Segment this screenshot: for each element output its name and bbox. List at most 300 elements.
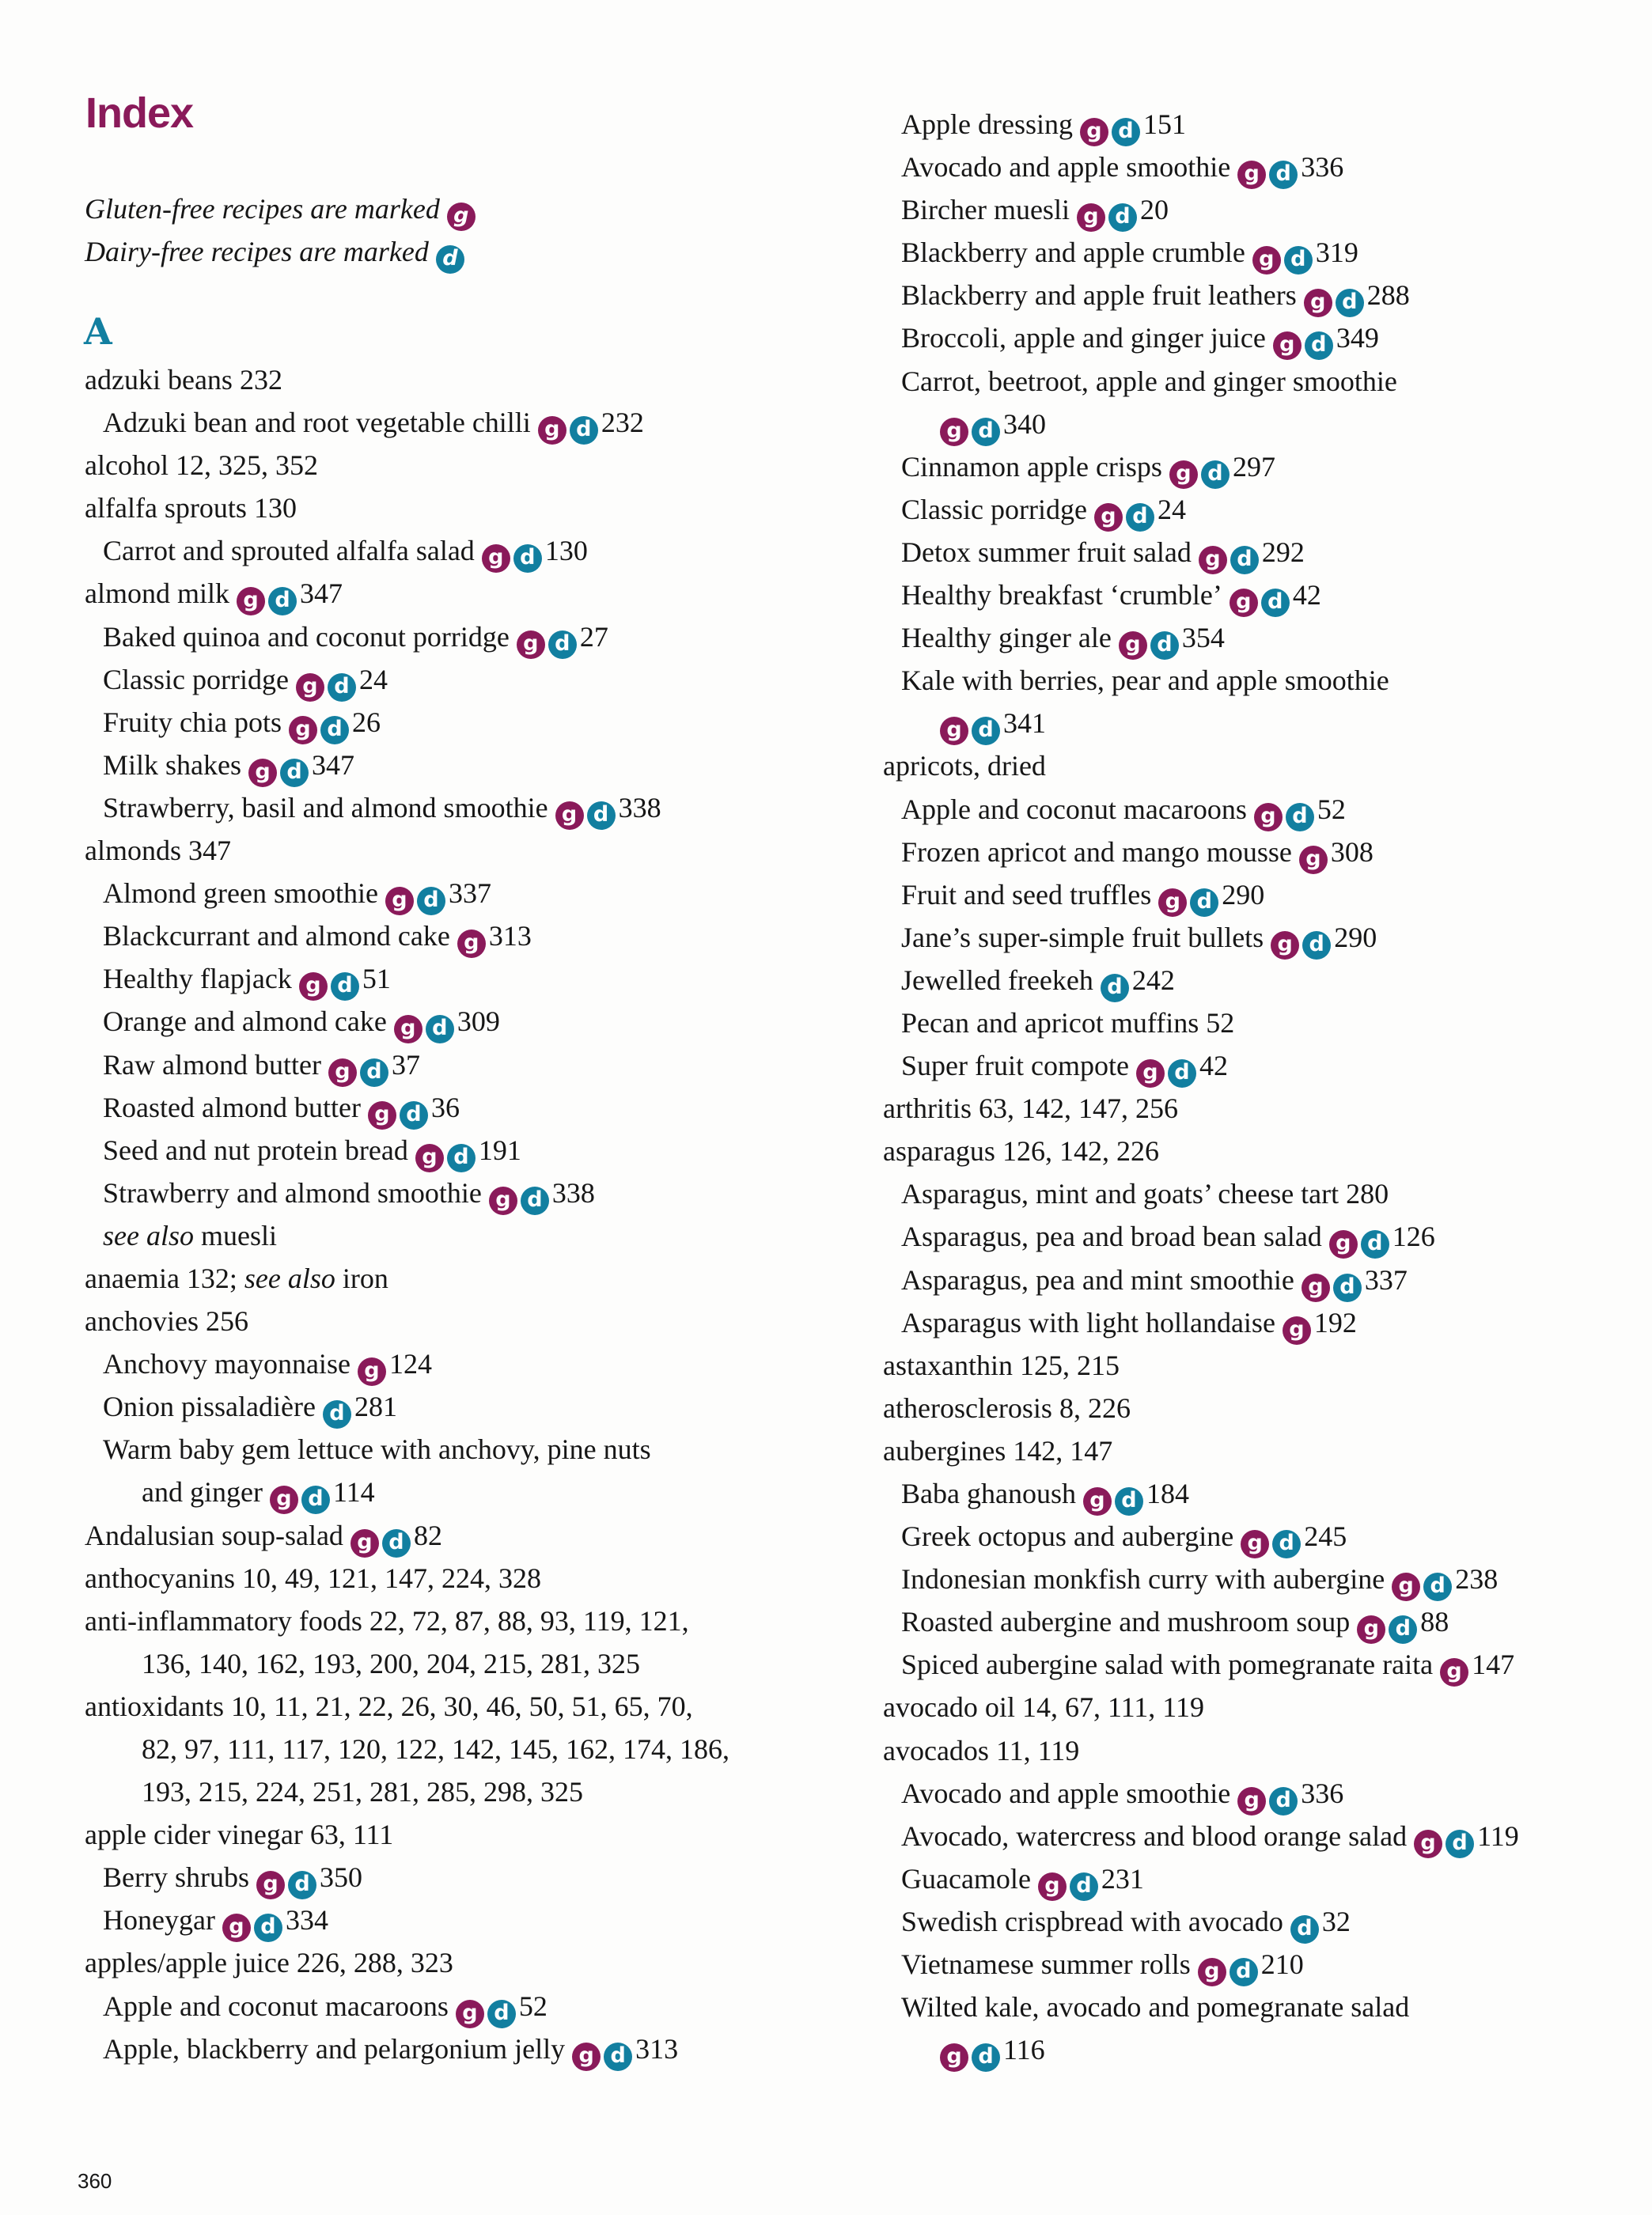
page-references: 354 [1181, 622, 1225, 654]
index-subentry [883, 103, 1519, 146]
page-references: 12, 325, 352 [175, 449, 318, 482]
page-references: 347 [188, 835, 231, 867]
page-number: 360 [78, 2169, 112, 2193]
entry-term: Apple, blackberry and pelargonium jelly [103, 2032, 566, 2065]
entry-term: Baba ghanoush [901, 1478, 1076, 1509]
gluten-free-icon: g [482, 544, 510, 573]
index-entry [883, 1729, 1519, 1772]
gluten-free-icon: g [1302, 1274, 1330, 1302]
gluten-free-icon: g [1199, 546, 1227, 574]
index-subentry [883, 231, 1519, 274]
gluten-free-icon: g [1252, 246, 1281, 275]
entry-term: Carrot, beetroot, apple and ginger smoothie [901, 365, 1397, 397]
page-references: 336 [1301, 1777, 1344, 1809]
page-references: 313 [488, 920, 532, 952]
entry-term: Kale with berries, pear and apple smoothie [901, 664, 1389, 697]
page-references: 11, 119 [995, 1734, 1080, 1766]
gluten-free-icon: g [394, 1015, 422, 1043]
entry-term: Asparagus, pea and broad bean salad [901, 1221, 1322, 1253]
page-references: 313 [635, 2032, 679, 2065]
entry-term: Strawberry and almond smoothie [103, 1176, 482, 1209]
page-references: 338 [551, 1176, 595, 1209]
page-references: 126 [1392, 1221, 1435, 1253]
page-references: 337 [1364, 1263, 1408, 1296]
index-subentry [883, 1943, 1519, 1986]
entry-term: Strawberry, basil and almond smoothie [103, 791, 548, 824]
index-subentry [85, 1899, 729, 1941]
entry-term: Roasted aubergine and mushroom soup [901, 1606, 1351, 1638]
entry-term: Blackberry and apple fruit leathers [901, 279, 1297, 312]
index-entry [883, 1344, 1519, 1387]
page-references: 14, 67, 111, 119 [1021, 1691, 1204, 1724]
index-subentry [883, 360, 1519, 403]
page-references: 119 [1477, 1819, 1519, 1852]
page-references: 20 [1139, 194, 1169, 226]
dairy-free-icon: d [1115, 1487, 1143, 1516]
gluten-free-icon: g [385, 887, 414, 915]
entry-term: Indonesian monkfish curry with aubergine [901, 1563, 1385, 1596]
page-references: 193, 215, 224, 251, 281, 285, 298, 325 [142, 1776, 583, 1808]
page-references: 114 [332, 1476, 375, 1509]
entry-term: Broccoli, apple and ginger juice [901, 322, 1266, 354]
page-references: 192 [1313, 1306, 1357, 1338]
page-references: 341 [1003, 707, 1046, 740]
gluten-free-icon: g [1304, 289, 1332, 317]
index-entry-continuation [85, 1642, 729, 1685]
page-references: 337 [448, 877, 491, 910]
gluten-free-icon: g [1357, 1615, 1385, 1644]
entry-term: Berry shrubs [103, 1861, 249, 1894]
page-references: 142, 147 [1013, 1434, 1113, 1467]
page-references: 245 [1304, 1520, 1347, 1553]
entry-term: antioxidants [85, 1690, 224, 1722]
dairy-free-icon: d [331, 972, 359, 1001]
index-subentry [883, 1472, 1519, 1515]
index-subentry [85, 1086, 729, 1129]
index-subentry [883, 959, 1519, 1001]
entry-term: Super fruit compote [901, 1050, 1129, 1082]
dairy-free-icon: d [1446, 1830, 1474, 1858]
index-subentry [85, 1043, 729, 1086]
index-subentry [883, 1857, 1519, 1900]
index-subentry [883, 916, 1519, 959]
page-references: 63, 111 [309, 1819, 394, 1851]
page-references: 42 [1292, 579, 1321, 611]
gluten-free-icon: g [1094, 503, 1123, 532]
dairy-free-icon: d [288, 1871, 316, 1899]
index-entry [85, 1600, 729, 1642]
index-subentry [883, 1515, 1519, 1558]
page-title: Index [85, 89, 194, 137]
index-entry-continuation [85, 1471, 729, 1513]
gluten-free-icon: g [1237, 161, 1266, 189]
index-entry [85, 1300, 729, 1342]
dairy-free-icon: d [447, 1144, 476, 1172]
entry-term: astaxanthin [883, 1349, 1013, 1381]
dairy-free-icon: d [1333, 1274, 1362, 1302]
gluten-free-icon: g [1136, 1059, 1165, 1088]
index-entry [883, 1429, 1519, 1472]
entry-term: Avocado and apple smoothie [901, 1777, 1231, 1809]
gluten-free-icon: g [457, 930, 486, 958]
page-references: 151 [1142, 108, 1186, 140]
index-subentry [883, 574, 1519, 616]
index-entry [883, 1087, 1519, 1130]
dairy-free-icon: d [587, 801, 616, 830]
dairy-free-icon: d [1269, 161, 1298, 189]
page-references: 10, 11, 21, 22, 26, 30, 46, 50, 51, 65, 70, [230, 1690, 693, 1722]
page-references: 147 [1472, 1649, 1515, 1681]
entry-term: anti-inflammatory foods [85, 1604, 362, 1637]
gluten-free-icon: g [256, 1871, 285, 1899]
entry-term: anthocyanins [85, 1562, 235, 1594]
index-subentry [883, 1301, 1519, 1344]
entry-term: Greek octopus and aubergine [901, 1520, 1234, 1553]
page-references: 334 [285, 1904, 328, 1937]
page-references: 242 [1131, 964, 1175, 996]
page-references: 116 [1003, 2034, 1045, 2066]
index-subentry [883, 788, 1519, 831]
index-subentry [85, 1856, 729, 1899]
dairy-free-icon: d [972, 717, 1000, 745]
gluten-free-icon: g [1237, 1787, 1266, 1816]
index-subentry [85, 1985, 729, 2028]
index-entry [85, 444, 729, 487]
index-subentry [85, 1172, 729, 1214]
dairy-free-icon: d [548, 630, 577, 659]
page-references: 347 [300, 577, 343, 610]
index-subentry [883, 1044, 1519, 1087]
dairy-free-icon: d [1108, 203, 1137, 232]
see-also-label: see also [103, 1219, 194, 1251]
index-subentry [85, 1129, 729, 1172]
gluten-free-icon: g [299, 972, 328, 1001]
gluten-free-icon: g [358, 1357, 386, 1386]
entry-term: Roasted almond butter [103, 1091, 361, 1123]
page-references: 24 [358, 663, 388, 695]
gluten-free-icon: g [1083, 1487, 1112, 1516]
dairy-free-icon: d [972, 418, 1000, 446]
dairy-free-icon: d [1150, 631, 1179, 660]
dairy-free-icon: d [513, 544, 542, 573]
gluten-free-icon: g [447, 203, 476, 231]
gluten-free-icon: g [350, 1529, 379, 1558]
index-entry [85, 829, 729, 872]
page-references: 52 [1317, 793, 1346, 825]
entry-term: Classic porridge [103, 663, 289, 695]
index-entry [883, 1686, 1519, 1728]
dairy-free-icon: d [1190, 888, 1218, 917]
index-entry [85, 1257, 729, 1300]
entry-term: Asparagus with light hollandaise [901, 1306, 1275, 1338]
page-references: 130 [253, 492, 297, 524]
see-also-target: muesli [193, 1219, 277, 1251]
entry-term: Fruity chia pots [103, 706, 282, 738]
dairy-free-icon: d [1261, 589, 1290, 617]
gluten-free-icon: g [1392, 1573, 1420, 1601]
dairy-free-icon: d [487, 2000, 516, 2028]
page-references: 349 [1336, 322, 1379, 354]
entry-term: Swedish crispbread with avocado [901, 1905, 1283, 1937]
gluten-free-icon: g [538, 416, 566, 445]
index-subentry [85, 658, 729, 701]
dairy-free-icon: d [360, 1058, 388, 1087]
entry-term: Carrot and sprouted alfalfa salad [103, 535, 475, 567]
index-subentry [883, 873, 1519, 916]
index-subentry [883, 1600, 1519, 1643]
entry-term: Healthy breakfast ‘crumble’ [901, 579, 1222, 611]
entry-term: Andalusian soup-salad [85, 1519, 343, 1551]
entry-term: Wilted kale, avocado and pomegranate salad [901, 1991, 1410, 2024]
page-references: 336 [1301, 151, 1344, 184]
gluten-free-icon: g [1283, 1316, 1311, 1345]
entry-term: Onion pissaladière [103, 1391, 316, 1423]
index-subentry [883, 146, 1519, 188]
index-subentry [883, 445, 1519, 488]
legend-dairy-free [85, 230, 468, 274]
page-references: 308 [1330, 835, 1374, 868]
entry-term: Guacamole [901, 1862, 1031, 1895]
page-references: 210 [1260, 1948, 1304, 1981]
entry-term: Asparagus, pea and mint smoothie [901, 1263, 1294, 1296]
entry-term: Vietnamese summer rolls [901, 1948, 1191, 1981]
entry-term: arthritis [883, 1092, 972, 1125]
index-entry [85, 1557, 729, 1600]
page-references: 82 [413, 1519, 442, 1551]
entry-term: alfalfa sprouts [85, 492, 247, 524]
entry-term: almond milk [85, 577, 229, 610]
dairy-free-icon: d [328, 673, 356, 702]
entry-term: Almond green smoothie [103, 877, 378, 910]
legend-gluten-text: Gluten-free recipes are marked [85, 193, 440, 225]
dairy-free-icon: d [1126, 503, 1154, 532]
index-entry [85, 1813, 729, 1856]
page-references: 290 [1334, 921, 1377, 953]
index-subentry [85, 1342, 729, 1385]
index-subentry [85, 2028, 729, 2070]
dairy-free-icon: d [1070, 1872, 1098, 1901]
index-subentry [85, 1214, 729, 1257]
entry-term: asparagus [883, 1135, 995, 1168]
index-entry [883, 744, 1519, 787]
page-references: 37 [391, 1048, 420, 1081]
index-subentry [883, 1172, 1519, 1215]
gluten-free-icon: g [270, 1486, 298, 1514]
dairy-free-icon: d [1101, 974, 1129, 1002]
gluten-free-icon: g [289, 716, 317, 744]
section-letter: A [84, 310, 112, 353]
entry-term: aubergines [883, 1434, 1006, 1467]
gluten-free-icon: g [1080, 118, 1108, 146]
entry-term: Avocado and apple smoothie [901, 151, 1231, 184]
page-references: 281 [354, 1391, 397, 1423]
index-entry [883, 1130, 1519, 1172]
entry-term: Healthy ginger ale [901, 622, 1112, 654]
page-references: 226, 288, 323 [296, 1947, 453, 1979]
dairy-free-icon: d [323, 1400, 351, 1429]
dairy-free-icon: d [268, 587, 297, 615]
entry-term: almonds [85, 835, 181, 867]
page-references: 297 [1232, 450, 1275, 483]
page-references: 63, 142, 147, 256 [978, 1092, 1178, 1125]
index-subentry [85, 744, 729, 786]
index-entry-continuation [883, 403, 1519, 445]
page-references: 124 [388, 1348, 432, 1380]
entry-term: Adzuki bean and root vegetable chilli [103, 407, 531, 439]
index-subentry [883, 1215, 1519, 1258]
dairy-free-icon: d [1336, 289, 1364, 317]
entry-term: Seed and nut protein bread [103, 1134, 408, 1166]
gluten-free-icon: g [940, 2043, 968, 2072]
gluten-free-icon: g [1158, 888, 1187, 917]
page-references: 319 [1315, 237, 1358, 269]
dairy-free-icon: d [1284, 246, 1313, 275]
index-entry [883, 1387, 1519, 1429]
page-references: 52 [1206, 1006, 1235, 1039]
entry-term: anaemia 132; [85, 1262, 244, 1294]
gluten-free-icon: g [296, 673, 324, 702]
see-also-label: see also [244, 1262, 335, 1294]
gluten-free-icon: g [415, 1144, 444, 1172]
entry-term: Apple and coconut macaroons [103, 1990, 449, 2022]
gluten-free-icon: g [368, 1101, 396, 1130]
index-subentry [883, 1900, 1519, 1943]
gluten-free-icon: g [1273, 331, 1302, 360]
index-subentry [883, 1259, 1519, 1301]
entry-term: Pecan and apricot muffins [901, 1006, 1199, 1039]
page-references: 309 [457, 1005, 500, 1038]
entry-term: Jane’s super-simple fruit bullets [901, 921, 1264, 953]
gluten-free-icon: g [1241, 1530, 1269, 1558]
entry-term: Fruit and seed truffles [901, 878, 1152, 911]
entry-term: avocado oil [883, 1691, 1015, 1724]
page-references: 52 [518, 1990, 548, 2022]
gluten-free-icon: g [489, 1187, 517, 1215]
page-references: 51 [362, 963, 391, 995]
index-subentry [85, 401, 729, 444]
index-entry-continuation [85, 1728, 729, 1770]
dairy-free-icon: d [604, 2043, 632, 2071]
entry-term: Cinnamon apple crisps [901, 450, 1162, 483]
dairy-free-icon: d [400, 1101, 428, 1130]
entry-term: Classic porridge [901, 493, 1087, 525]
index-subentry [85, 615, 729, 658]
page-references: 130 [544, 535, 588, 567]
index-subentry [883, 616, 1519, 659]
gluten-free-icon: g [248, 759, 277, 787]
index-entry [85, 1685, 729, 1728]
dairy-free-icon: d [1286, 803, 1314, 831]
page-references: 347 [312, 748, 354, 781]
page-references: 82, 97, 111, 117, 120, 122, 142, 145, 162, 174, 186, [142, 1733, 729, 1765]
index-subentry [883, 1001, 1519, 1044]
index-entry-continuation [883, 702, 1519, 744]
index-column-left [85, 358, 729, 2070]
index-subentry [883, 1643, 1519, 1686]
dairy-free-icon: d [417, 887, 445, 915]
entry-term: Jewelled freekeh [901, 964, 1093, 996]
entry-term: apple cider vinegar [85, 1819, 303, 1851]
dairy-free-icon: d [320, 716, 349, 744]
gluten-free-icon: g [1119, 631, 1147, 660]
entry-term: atherosclerosis [883, 1391, 1052, 1424]
index-subentry [883, 188, 1519, 231]
dairy-free-icon: d [1305, 331, 1333, 360]
index-subentry [883, 659, 1519, 702]
index-entry [85, 487, 729, 529]
index-subentry [85, 1000, 729, 1043]
index-subentry [85, 1428, 729, 1471]
index-entry-continuation [85, 1770, 729, 1813]
index-subentry [85, 872, 729, 914]
dairy-free-icon: d [1230, 546, 1259, 574]
dairy-free-icon: d [301, 1486, 330, 1514]
dairy-free-icon: d [1201, 460, 1230, 489]
page-references: 26 [351, 706, 381, 738]
gluten-free-icon: g [940, 418, 968, 446]
index-subentry [883, 488, 1519, 531]
gluten-free-icon: g [940, 717, 968, 745]
page-references: 256 [205, 1305, 248, 1338]
entry-term: Warm baby gem lettuce with anchovy, pine nuts [103, 1433, 651, 1466]
page-references: 238 [1455, 1563, 1499, 1596]
entry-term: Baked quinoa and coconut porridge [103, 620, 510, 653]
gluten-free-icon: g [222, 1914, 251, 1942]
entry-term: Detox summer fruit salad [901, 536, 1192, 568]
legend-gluten-free [85, 187, 479, 231]
dairy-free-icon: d [1272, 1530, 1301, 1558]
page-references: 126, 142, 226 [1002, 1135, 1159, 1168]
index-subentry [883, 1772, 1519, 1815]
index-entry [85, 572, 729, 615]
page-references: 340 [1003, 407, 1046, 440]
page-references: 10, 49, 121, 147, 224, 328 [241, 1562, 541, 1594]
entry-term: apricots, dried [883, 750, 1046, 782]
entry-term: adzuki beans [85, 364, 233, 396]
entry-term: alcohol [85, 449, 169, 482]
entry-term: Avocado, watercress and blood orange salad [901, 1819, 1408, 1852]
index-subentry [883, 531, 1519, 574]
index-entry [85, 1514, 729, 1557]
page-references: 292 [1261, 536, 1305, 568]
gluten-free-icon: g [237, 587, 265, 615]
page-references: 191 [478, 1134, 521, 1166]
page-references: 338 [618, 791, 661, 824]
index-subentry [85, 701, 729, 744]
dairy-free-icon: d [436, 245, 464, 274]
dairy-free-icon: d [1361, 1230, 1389, 1259]
gluten-free-icon: g [572, 2043, 601, 2071]
dairy-free-icon: d [280, 759, 309, 787]
dairy-free-icon: d [1168, 1059, 1196, 1088]
page-references: 36 [430, 1091, 460, 1123]
gluten-free-icon: g [1169, 460, 1198, 489]
page-references: 288 [1366, 279, 1410, 312]
index-subentry [883, 316, 1519, 359]
gluten-free-icon: g [328, 1058, 357, 1087]
page-references: 42 [1199, 1050, 1228, 1082]
page-references: 27 [579, 620, 608, 653]
page-references: 184 [1146, 1478, 1189, 1509]
entry-term: Raw almond butter [103, 1048, 321, 1081]
entry-term: Frozen apricot and mango mousse [901, 835, 1292, 868]
gluten-free-icon: g [1299, 846, 1328, 874]
gluten-free-icon: g [517, 630, 545, 659]
page-references: 88 [1420, 1606, 1449, 1638]
entry-term: Healthy flapjack [103, 963, 292, 995]
index-subentry [883, 274, 1519, 316]
page-references: 8, 226 [1059, 1391, 1131, 1424]
